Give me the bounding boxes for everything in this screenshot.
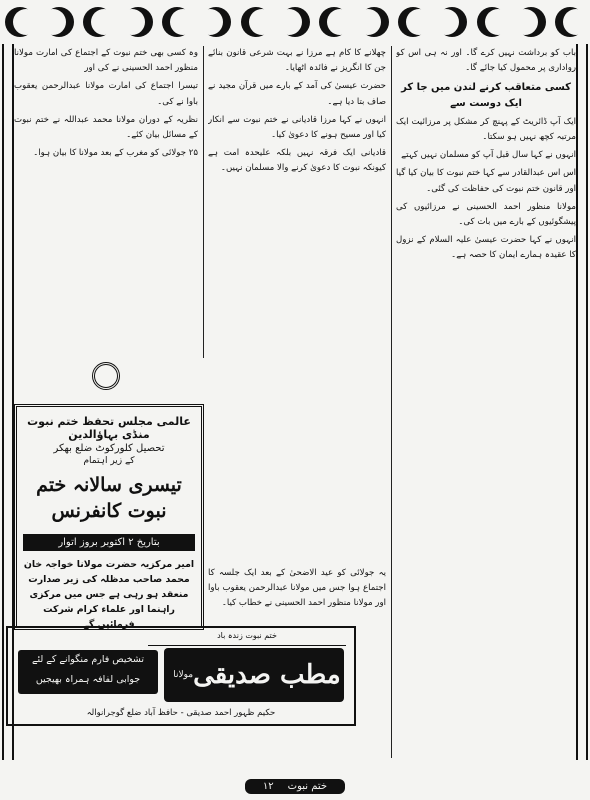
right-border [576, 44, 588, 760]
crescent-icon [162, 7, 192, 37]
notice-location: تحصیل کلورکوٹ ضلع بھکر [53, 443, 165, 454]
article-column-right [396, 46, 576, 758]
notice-title: تیسری سالانہ ختم نبوت کانفرنس [36, 474, 182, 522]
ad-brand-prefix: مولانا [173, 670, 194, 680]
notice-under: کے زیر اہتمام [83, 456, 135, 466]
crescent-icon [123, 7, 153, 37]
notice-organization: عالمی مجلس تحفظ ختم نبوت منڈی بہاؤالدین [27, 415, 191, 441]
page-number: ۱۲ [262, 781, 274, 792]
ornament-divider [14, 358, 198, 394]
crescent-icon [516, 7, 546, 37]
paragraph: چھلانے کا کام ہے مرزا نے بہت شرعی قانون بنائے جن کا انگریز نے فائدہ اٹھایا۔ [208, 48, 386, 74]
ad-tagline-line2: جوابی لفافہ ہمراہ بھیجیں [35, 674, 141, 685]
crescent-icon [280, 7, 310, 37]
paragraph: حضرت عیسیٰ کی آمد کے بارے میں قرآن مجید نے صاف بتا دیا ہے۔ [208, 81, 386, 107]
notice-date: بتاریخ ۲ اکتوبر بروز اتوار [23, 534, 195, 551]
crescent-icon [44, 7, 74, 37]
crescent-icon [477, 7, 507, 37]
ad-tagline-line1: تشخیص فارم منگوانے کے لئے [31, 654, 145, 665]
paragraph: اس اس عبدالقادر سے کہا ختم نبوت کا بیان کیا گیا اور قانون ختم نبوت کی حفاظت کی گئی۔ [396, 168, 576, 194]
paragraph: باب کو برداشت نہیں کرے گا۔ اور نہ ہی اس کو رواداری پر محمول کیا جائے گا۔ [396, 48, 576, 74]
paragraph: مولانا منظور احمد الحسینی نے مرزائیوں کی پیشگوئیوں کے بارے میں بات کی۔ [396, 201, 576, 228]
crescent-icon [201, 7, 231, 37]
paragraph: وہ کسی بھی ختم نبوت کے اجتماع کی امارت مولانا منظور احمد الحسینی نے کی اور [14, 48, 198, 74]
crescent-icon [83, 7, 113, 37]
paragraph: انہوں نے کہا سال قبل آپ کو مسلمان نہیں کہتے [401, 150, 576, 161]
paragraph: انہوں نے کہا حضرت عیسیٰ علیہ السلام کے نزول کا عقیدہ ہمارے ایمان کا حصہ ہے۔ [396, 235, 576, 261]
crescent-icon [398, 7, 428, 37]
footer-badge [245, 779, 345, 794]
notice-body: امیر مرکزیہ حضرت مولانا خواجہ خان محمد صاحب مدظلہ کی زیر صدارت منعقد ہو رہی ہے جس میں مرکزی راہنما اور علماء کرام شرکت فرمائیں گے [23, 559, 195, 630]
ring-ornament-icon [92, 362, 120, 390]
article-column-middle-bottom: یہ جولائی کو عید الاضحیٰ کے بعد ایک جلسہ کا اجتماع ہوا جس میں مولانا عبدالرحمن یعقوب باوا اور مولانا منظور احمد الحسینی نے خطاب کیا۔ [208, 568, 386, 609]
crescent-icon [241, 7, 271, 37]
top-border [0, 0, 590, 44]
article-column-middle [208, 46, 386, 546]
ad-brand-name: مطب صدیقی [193, 660, 341, 690]
conference-notice [14, 404, 204, 630]
crescent-icon [359, 7, 389, 37]
crescent-icon [437, 7, 467, 37]
paragraph: انہوں نے کہا مرزا قادیانی نے ختم نبوت سے انکار کیا اور مسیح ہونے کا دعویٰ کیا۔ [208, 114, 386, 141]
article-column-left [14, 46, 198, 346]
ad-tagline [18, 650, 158, 694]
paragraph: ایک آپ ڈائریٹ کے پہنچ کر مشکل پر مرزائیت ایک مرتبہ کچھ نہیں ہو سکتا۔ [396, 116, 576, 143]
crescent-icon [5, 7, 35, 37]
advertisement [6, 626, 356, 726]
page-footer [0, 779, 590, 794]
ad-slogan: ختم نبوت زندہ باد [148, 631, 346, 646]
crescent-icon [319, 7, 349, 37]
section-heading: کسی متعاقب کرنے لندن میں جا کر ایک دوست سے [401, 82, 571, 109]
paragraph: تیسرا اجتماع کی امارت مولانا عبدالرحمن یعقوب باوا نے کی۔ [14, 81, 198, 107]
column-divider [391, 46, 392, 758]
ad-address: حکیم ظہور احمد صدیقی - حافظ آباد ضلع گوجرانوالہ [86, 708, 276, 718]
paragraph: نظریہ کے دوران مولانا محمد عبداللہ نے ختم نبوت کے مسائل بیان کئے۔ [14, 114, 198, 141]
paragraph: قادیانی ایک فرقہ نہیں بلکہ علیحدہ امت ہے کیونکہ نبوت کا دعویٰ کرنے والا مسلمان نہیں۔ [208, 148, 386, 174]
magazine-title: ختم نبوت [287, 781, 328, 792]
crescent-icon [555, 7, 585, 37]
paragraph: ۲۵ جولائی کو مغرب کے بعد مولانا کا بیان ہوا۔ [33, 148, 198, 159]
ad-brand [164, 648, 344, 702]
column-divider [203, 46, 204, 358]
